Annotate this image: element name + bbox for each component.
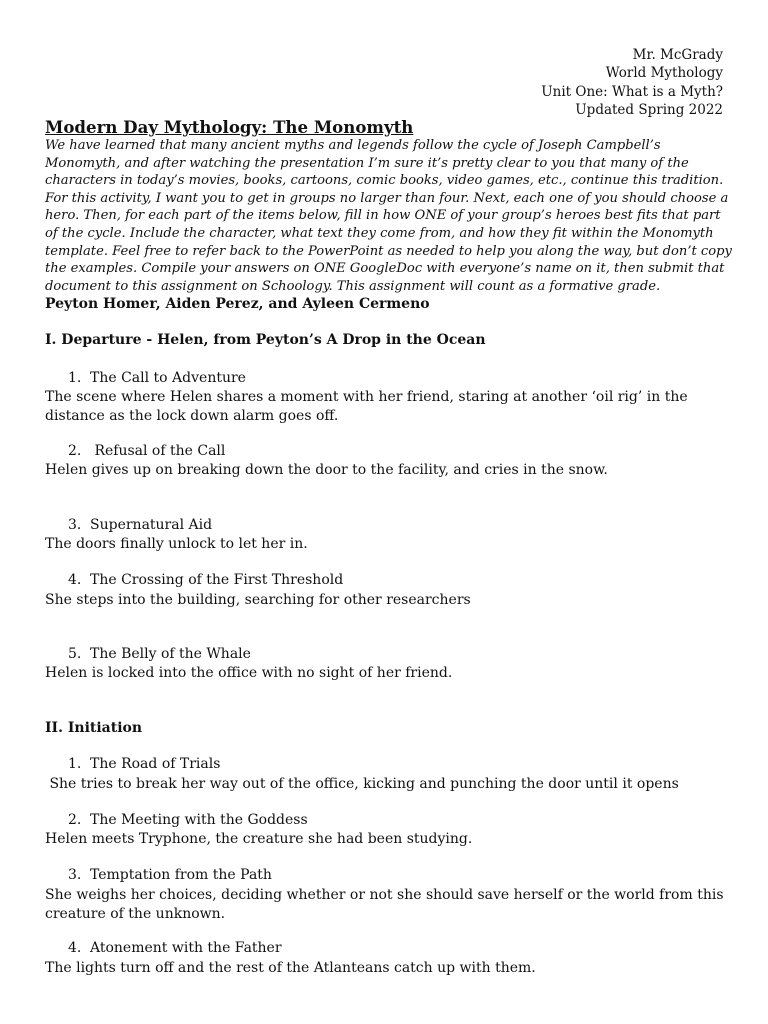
item-number: 5. (68, 646, 82, 662)
item-description: She tries to break her way out of the office, kicking and punching the door until it opens (45, 776, 679, 792)
course-name: World Mythology (605, 65, 723, 82)
item-description: She steps into the building, searching for other researchers (45, 592, 471, 608)
item-description: The doors finally unlock to let her in. (45, 536, 308, 552)
item-title (68, 646, 251, 662)
item-title (68, 812, 308, 828)
item-title (68, 756, 220, 772)
item-description: Helen meets Tryphone, the creature she had been studying. (45, 831, 473, 847)
item-label: The Road of Trials (90, 756, 221, 772)
item-number: 3. (68, 867, 82, 883)
unit-name: Unit One: What is a Myth? (541, 83, 723, 100)
section-heading-initiation: II. Initiation (45, 720, 143, 736)
item-number: 3. (68, 517, 82, 533)
item-title (68, 443, 225, 459)
item-label: The Call to Adventure (90, 370, 246, 386)
document-title: Modern Day Mythology: The Monomyth (45, 117, 414, 137)
document-header (541, 46, 723, 119)
item-description: She weighs her choices, deciding whether or not she should save herself or the world from this creature of the unknown. (45, 887, 724, 922)
item-number: 4. (68, 572, 82, 588)
item-title (68, 370, 246, 386)
item-number: 4. (68, 940, 82, 956)
group-member-names: Peyton Homer, Aiden Perez, and Ayleen Cermeno (45, 296, 430, 312)
item-label: The Crossing of the First Threshold (90, 572, 344, 588)
item-number: 1. (68, 370, 82, 386)
item-description: Helen is locked into the office with no sight of her friend. (45, 665, 453, 681)
item-title (68, 572, 343, 588)
item-label: The Meeting with the Goddess (90, 812, 308, 828)
item-number: 2. (68, 443, 82, 459)
item-label: Temptation from the Path (90, 867, 272, 883)
item-title (68, 517, 212, 533)
item-number: 1. (68, 756, 82, 772)
item-number: 2. (68, 812, 82, 828)
item-title (68, 867, 272, 883)
item-description: The scene where Helen shares a moment with her friend, staring at another ‘oil rig’ in the distance as the lock down alarm goes off. (45, 389, 688, 424)
item-label: Refusal of the Call (90, 443, 226, 459)
instructions-paragraph: We have learned that many ancient myths and legends follow the cycle of Joseph Campbell’s Monomyth, and after watching the presentation I’m sure it’s pretty clear to you that many of the characters in today’s movies, books, cartoons, comic books, video games, etc., continue this tradition. For this activity, I want you to get in groups no larger than four. Next, each one of you should choose a hero. Then, for each part of the items below, fill in how ONE of your group’s heroes best fits that part of the cycle. Include the character, what text they come from, and how they fit within the Monomyth template. Feel free to refer back to the PowerPoint as needed to help you along the way, but don’t copy the examples. Compile your answers on ONE GoogleDoc with everyone’s name on it, then submit that document to this assignment on Schoology. This assignment will count as a formative grade. (45, 138, 732, 294)
item-description: The lights turn off and the rest of the Atlanteans catch up with them. (45, 960, 536, 976)
section-heading-departure: I. Departure - Helen, from Peyton’s A Drop in the Ocean (45, 332, 486, 348)
item-label: Supernatural Aid (90, 517, 213, 533)
item-label: The Belly of the Whale (90, 646, 251, 662)
item-label: Atonement with the Father (90, 940, 282, 956)
item-title (68, 940, 282, 956)
teacher-name: Mr. McGrady (632, 47, 723, 63)
updated-date: Updated Spring 2022 (575, 101, 723, 118)
item-description: Helen gives up on breaking down the door to the facility, and cries in the snow. (45, 462, 608, 478)
